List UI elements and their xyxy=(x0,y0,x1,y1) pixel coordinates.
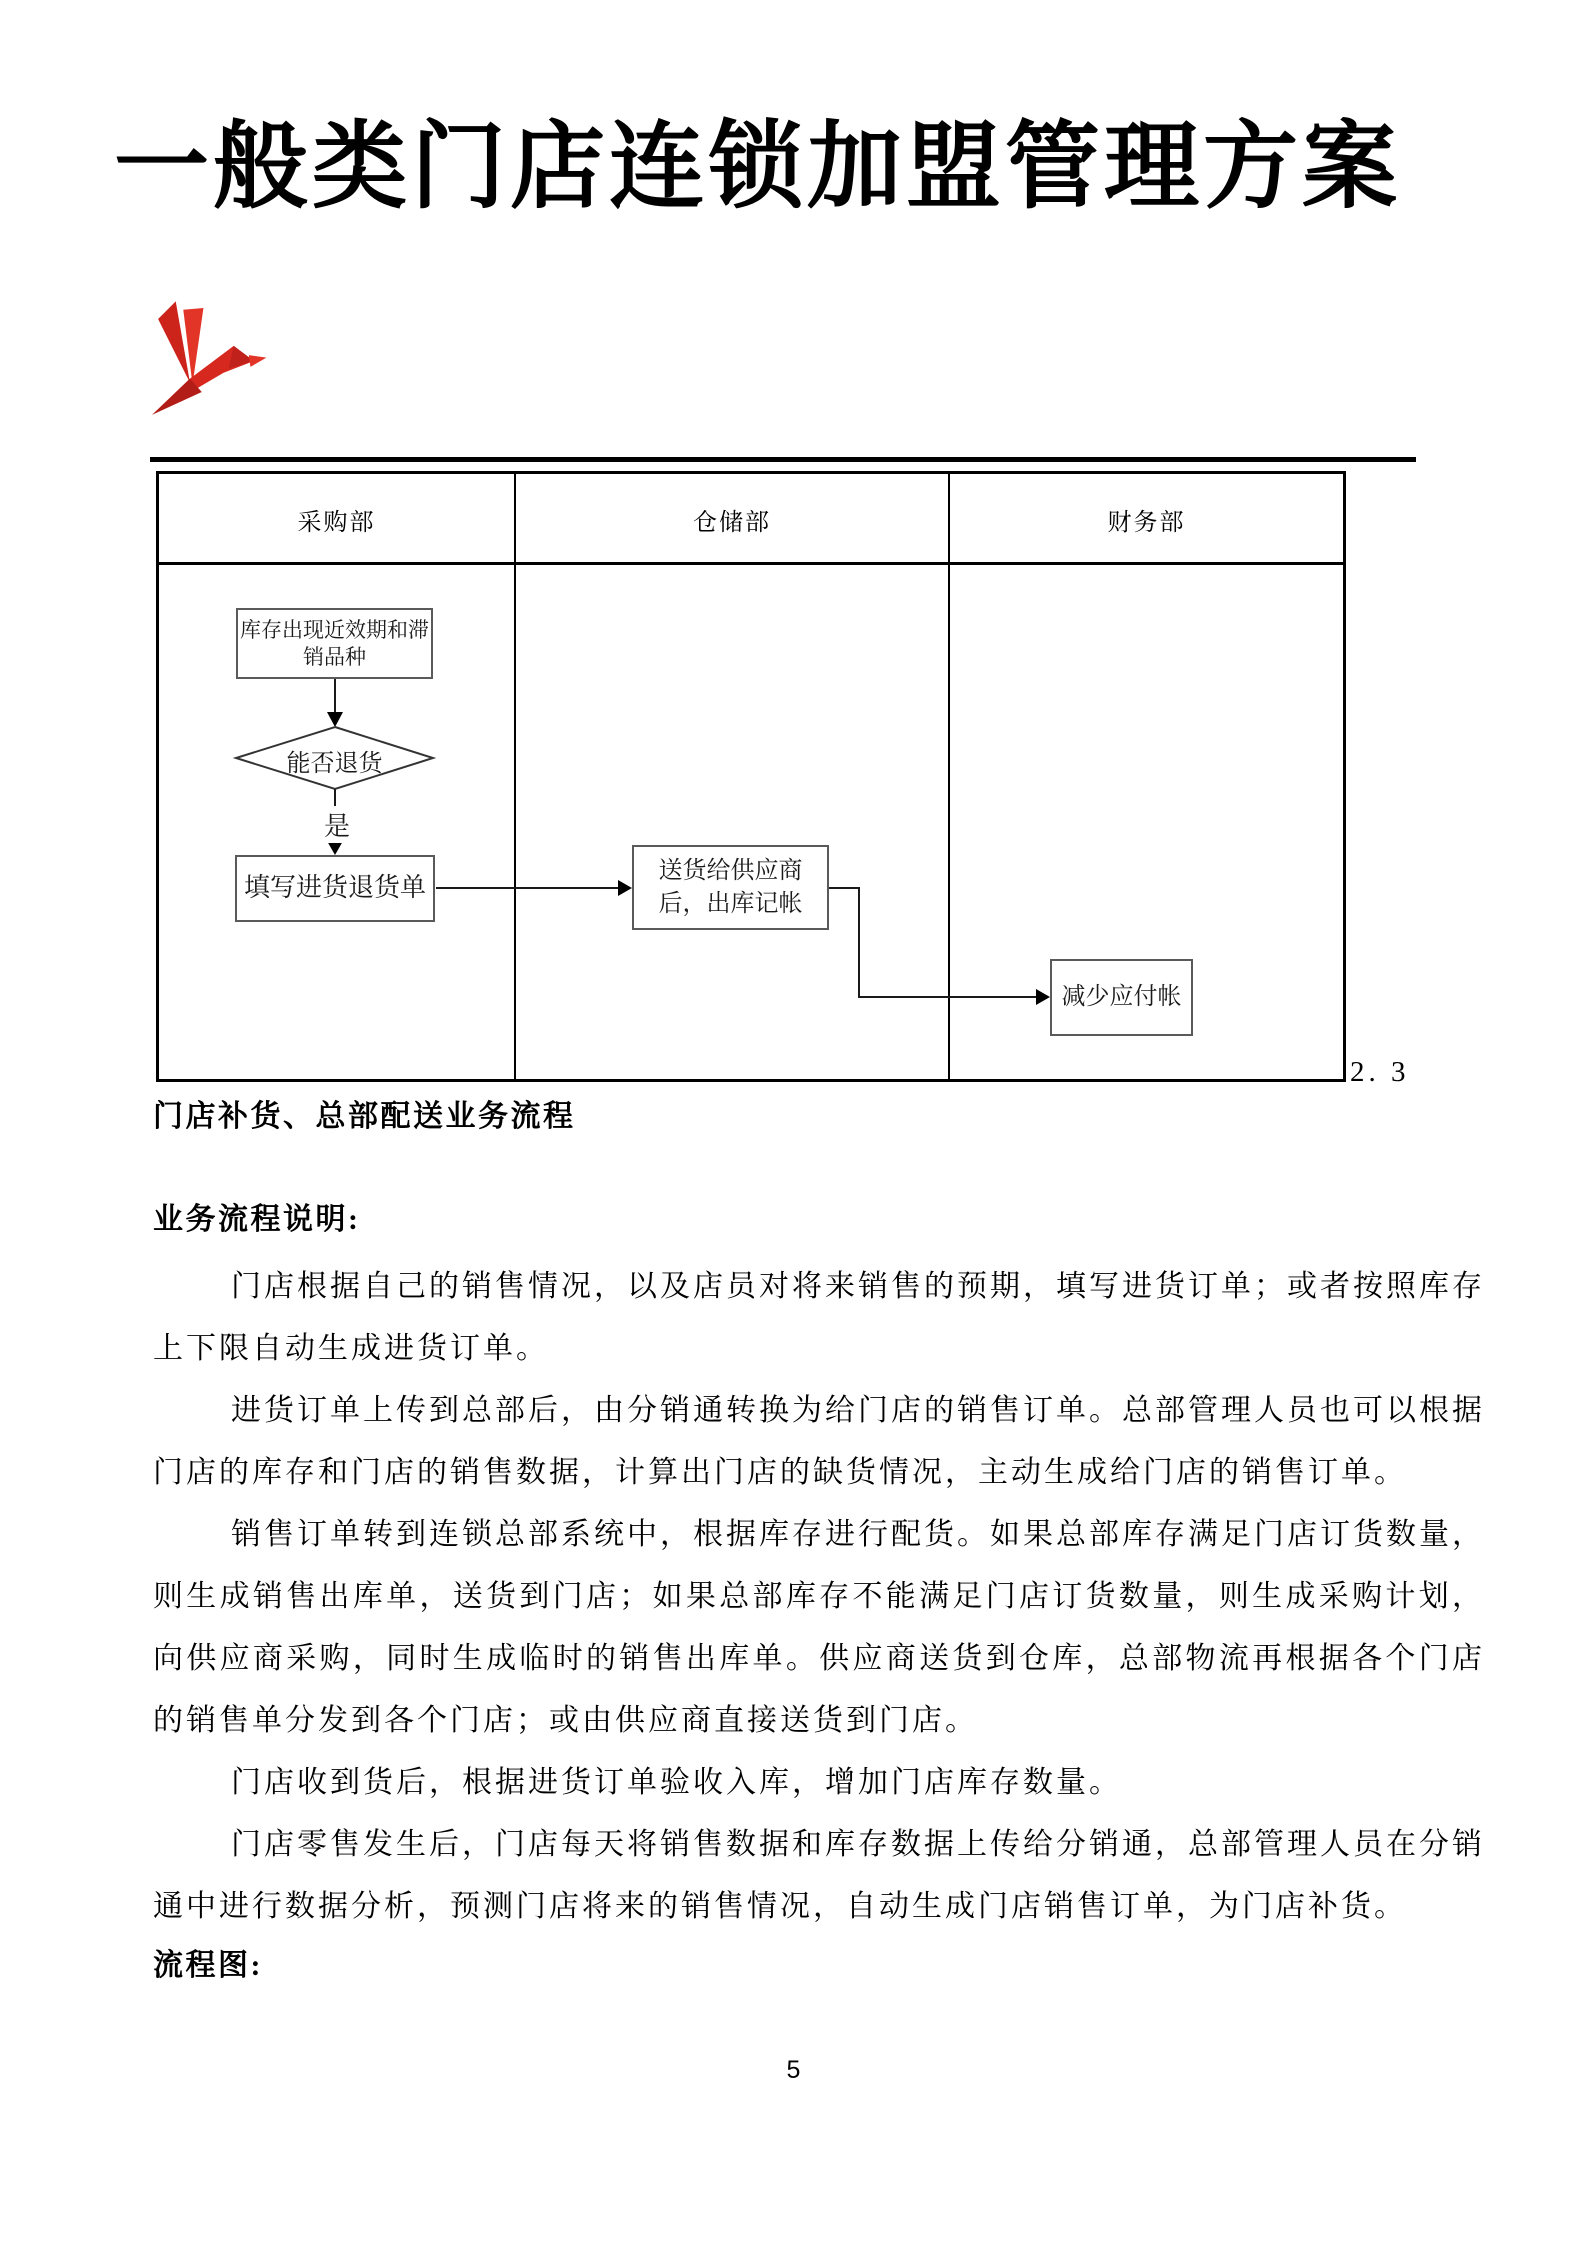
flow-section-title: 门店补货、总部配送业务流程 xyxy=(153,1100,576,1133)
arrow-head-icon xyxy=(618,880,632,896)
flow-node-stock-issue: 库存出现近效期和滞销品种 xyxy=(236,608,433,679)
paragraph: 销售订单转到连锁总部系统中，根据库存进行配货。如果总部库存满足门店订货数量，则生成销售出库单，送货到门店；如果总部库存不能满足门店订货数量，则生成采购计划，向供应商采购，同时生成临时的销售出库单。供应商送货到仓库，总部物流再根据各个门店的销售单分发到各个门店；或由供应商直接送货到门店。 xyxy=(153,1518,1485,1737)
flow-node-reduce-payable: 减少应付帐 xyxy=(1050,959,1193,1036)
paragraph: 进货订单上传到总部后，由分销通转换为给门店的销售订单。总部管理人员也可以根据门店的库存和门店的销售数据，计算出门店的缺货情况，主动生成给门店的销售订单。 xyxy=(153,1394,1485,1489)
paragraph: 门店收到货后，根据进货订单验收入库，增加门店库存数量。 xyxy=(231,1766,1122,1799)
arrow-elbow-line xyxy=(829,888,1036,997)
arrow-head-icon xyxy=(327,841,343,855)
logo-bird-icon xyxy=(106,283,274,449)
column-header-warehouse: 仓储部 xyxy=(693,509,771,536)
flow-node-fill-return-order: 填写进货退货单 xyxy=(235,855,435,922)
page-number: 5 xyxy=(786,2056,801,2084)
description-body xyxy=(153,1256,1485,1938)
section-number: 2. 3 xyxy=(1350,1056,1410,1088)
page-title: 一般类门店连锁加盟管理方案 xyxy=(114,114,1402,220)
column-header-purchasing: 采购部 xyxy=(297,509,376,536)
description-heading: 业务流程说明: xyxy=(153,1203,361,1236)
divider-rule xyxy=(150,457,1416,462)
arrow-head-icon xyxy=(1036,989,1050,1005)
column-header-finance: 财务部 xyxy=(1107,509,1186,536)
decision-yes-label: 是 xyxy=(321,806,353,843)
bird-beak xyxy=(249,355,267,367)
paragraph: 门店零售发生后，门店每天将销售数据和库存数据上传给分销通，总部管理人员在分销通中进行数据分析，预测门店将来的销售情况，自动生成门店销售订单，为门店补货。 xyxy=(153,1828,1485,1923)
flowchart-heading: 流程图: xyxy=(153,1949,263,1982)
decision-label: 能否退货 xyxy=(286,751,383,777)
arrow-head-icon xyxy=(327,712,343,727)
bird-tail xyxy=(152,379,202,415)
flow-node-deliver-supplier: 送货给供应商后，出库记帐 xyxy=(632,845,829,930)
paragraph: 门店根据自己的销售情况，以及店员对将来销售的预期，填写进货订单；或者按照库存上下限自动生成进货订单。 xyxy=(153,1270,1485,1365)
